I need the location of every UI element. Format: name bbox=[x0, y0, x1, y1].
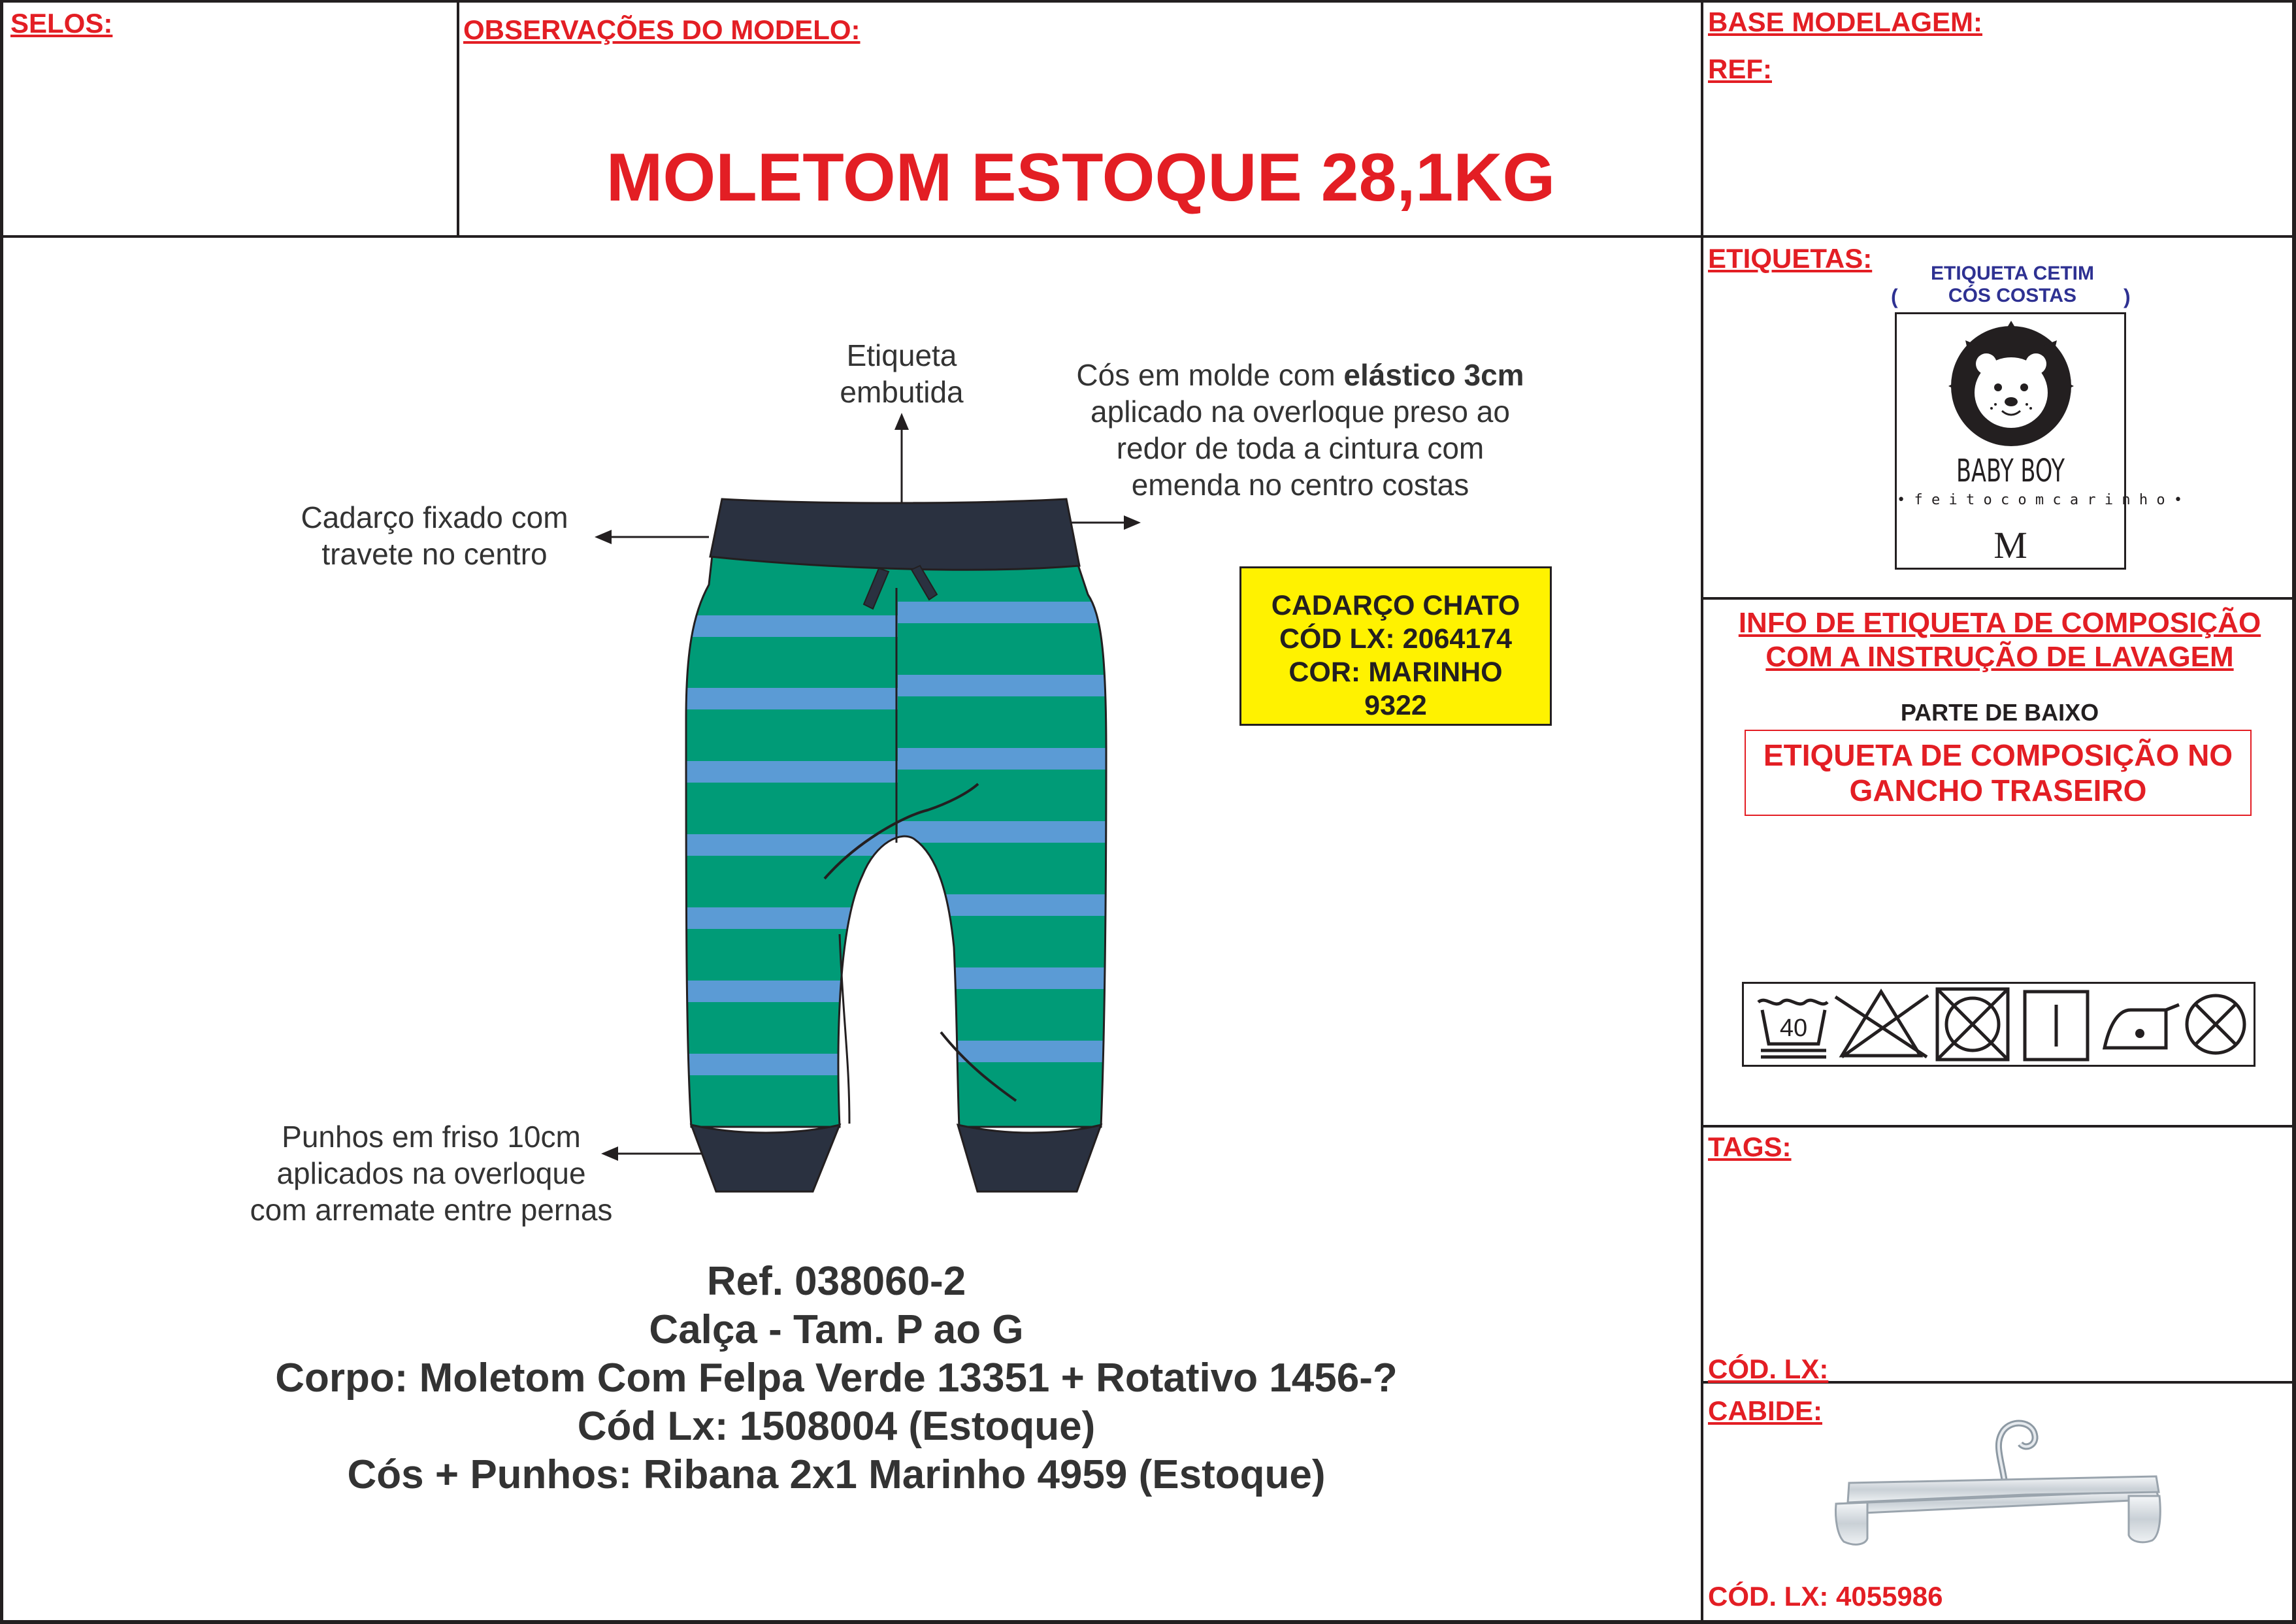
waistband bbox=[710, 499, 1079, 570]
lion-logo-icon bbox=[1946, 321, 2076, 451]
product-name: Calça - Tam. P ao G bbox=[649, 1307, 1024, 1352]
tags-cod-label: CÓD. LX: bbox=[1708, 1354, 1829, 1384]
header-divider bbox=[0, 235, 2296, 238]
drawstring bbox=[864, 568, 889, 609]
cetim-label-card bbox=[1895, 312, 2183, 570]
line-dry-icon bbox=[2025, 992, 2088, 1060]
cos-note: Cós em molde com elástico 3cm aplicado na overloque preso ao redor de toda a cintura com emenda no centro costas bbox=[1076, 358, 1524, 502]
cadarco-box: CADARÇO CHATO CÓD LX: 2064174 COR: MARINHO 9322 bbox=[1239, 566, 1552, 726]
no-bleach-icon bbox=[1835, 992, 1928, 1057]
no-dry-clean-icon bbox=[2187, 996, 2244, 1053]
parte-de-baixo: PARTE DE BAIXO bbox=[1900, 699, 2099, 726]
product-code: Cód Lx: 1508004 (Estoque) bbox=[577, 1404, 1096, 1449]
hanger-icon bbox=[1829, 1405, 2182, 1555]
composicao-title: INFO DE ETIQUETA DE COMPOSIÇÃO COM A INSTRUÇÃO DE LAVAGEM bbox=[1738, 607, 2261, 673]
brand-tagline: • f e i t o c o m c a r i n h o • bbox=[1897, 492, 2183, 508]
selos-label: SELOS: bbox=[10, 8, 113, 39]
frame-bottom bbox=[0, 1620, 2296, 1624]
product-body: Corpo: Moletom Com Felpa Verde 13351 + Rotativo 1456-? bbox=[275, 1356, 1398, 1401]
stripes bbox=[680, 602, 1120, 1075]
base-modelagem-label: BASE MODELAGEM: bbox=[1708, 7, 1982, 37]
right-cuff bbox=[958, 1125, 1101, 1192]
etiquetas-label: ETIQUETAS: bbox=[1708, 243, 1873, 274]
cabide-label: CABIDE: bbox=[1708, 1395, 1822, 1426]
cetim-title: ETIQUETA CETIM CÓS COSTAS bbox=[1931, 263, 2094, 306]
wash-temp: 40 bbox=[1779, 1015, 1808, 1042]
composicao-divider bbox=[1702, 1125, 2296, 1128]
etiquetas-divider bbox=[1702, 597, 2296, 600]
frame-top bbox=[0, 0, 2296, 3]
cetim-paren-left: ( bbox=[1891, 285, 1898, 308]
product-ref: Ref. 038060-2 bbox=[706, 1259, 966, 1304]
model-title: MOLETOM ESTOQUE 28,1KG bbox=[606, 140, 1556, 216]
cetim-paren-right: ) bbox=[2124, 285, 2131, 308]
product-trim: Cós + Punhos: Ribana 2x1 Marinho 4959 (Estoque) bbox=[347, 1452, 1326, 1497]
ref-label: REF: bbox=[1708, 54, 1772, 84]
observacoes-label: OBSERVAÇÕES DO MODELO: bbox=[463, 14, 861, 45]
care-symbols-strip bbox=[1742, 982, 2255, 1067]
etiqueta-embutida-note: Etiqueta embutida bbox=[840, 338, 964, 409]
size-letter: M bbox=[1993, 524, 2027, 566]
iron-low-icon bbox=[2105, 1005, 2179, 1048]
product-info bbox=[0, 1258, 1673, 1499]
selos-divider bbox=[457, 0, 459, 236]
no-tumble-dry-icon bbox=[1937, 989, 2008, 1060]
tags-label: TAGS: bbox=[1708, 1131, 1792, 1162]
cabide-cod: CÓD. LX: 4055986 bbox=[1708, 1581, 1943, 1612]
cadarco-note: Cadarço fixado com travete no centro bbox=[301, 500, 568, 571]
brand-name: BABY BOY bbox=[1956, 453, 2065, 489]
punhos-note: Punhos em friso 10cm aplicados na overloque com arremate entre pernas bbox=[250, 1120, 613, 1227]
composicao-box: ETIQUETA DE COMPOSIÇÃO NO GANCHO TRASEIRO bbox=[1745, 730, 2252, 816]
left-cuff bbox=[691, 1125, 840, 1192]
